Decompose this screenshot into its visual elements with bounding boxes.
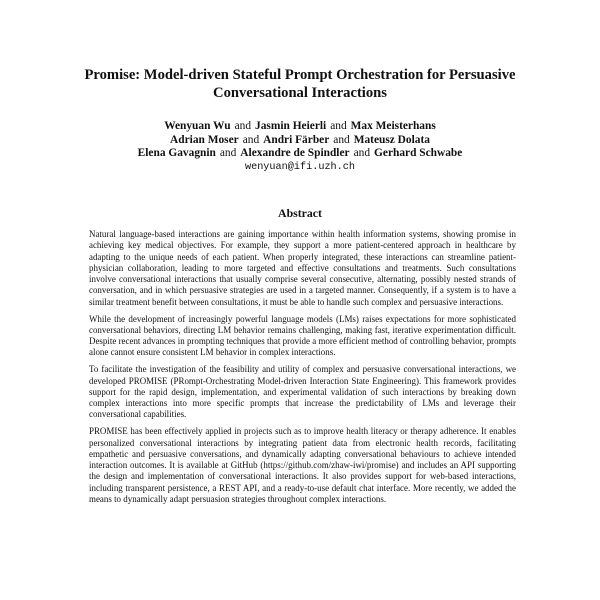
author-separator: and [353, 147, 371, 159]
author-line-1 [60, 120, 540, 134]
abstract-paragraph: Natural language-based interactions are gaining importance within health information systems, showing promise in achieving key medical objectives. For example, they support a more patient-centered approach in healthcare by adapting to the unique needs of each patient. When properly integrated, these interactions can streamline patient-physician collaboration, leading to more targeted and effective consultations and treatments. Such consultations involve conversational interactions that usually comprise several consecutive, alternating, possibly nested strands of conversation, and in which persuasive strategies are used in a targeted manner. Consequently, if a system is to have a similar treatment benefit between consultations, it must be able to handle such complex and persuasive interactions. [89, 229, 516, 307]
author-name: Gerhard Schwabe [374, 147, 463, 159]
author-line-3 [60, 147, 540, 161]
author-email: wenyuan@ifi.uzh.ch [244, 161, 356, 173]
author-separator: and [219, 147, 237, 159]
abstract-body [89, 229, 516, 511]
author-line-2 [60, 134, 540, 148]
abstract-paragraph: While the development of increasingly powerful language models (LMs) raises expectations for more sophisticated conversational behaviors, directing LM behavior remains challenging, making fast, iterative experimentation difficult. Despite recent advances in prompting techniques that provide a more efficient method of controlling behavior, prompts alone cannot ensure consistent LM behavior in complex interactions. [89, 313, 516, 358]
author-name: Wenyuan Wu [164, 120, 231, 132]
author-name: Elena Gavagnin [137, 147, 216, 159]
abstract-heading: Abstract [278, 206, 322, 220]
author-separator: and [242, 133, 260, 146]
author-name: Max Meisterhans [350, 120, 436, 132]
abstract-paragraph: PROMISE has been effectively applied in projects such as to improve health literacy or therapy adherence. It enables personalized conversational interactions by integrating patient data from electronic health records, facilitating empathetic and persuasive conversations, and dynamically adapting conversational behaviours to achieve intended interaction outcomes. It is available at GitHub (https://github.com/zhaw-iwi/promise) and includes an API supporting the design and implementation of conversational interactions. It also provides support for web-based interactions, including transparent persistence, a REST API, and a ready-to-use default chat interface. More recently, we added the means to dynamically adapt persuasion strategies throughout complex interactions. [89, 426, 516, 505]
author-name: Alexandre de Spindler [240, 147, 350, 159]
author-name: Jasmin Heierli [255, 120, 327, 132]
author-separator: and [234, 120, 252, 132]
author-name: Andri Färber [263, 133, 330, 146]
paper-title: Promise: Model-driven Stateful Prompt Orchestration for Persuasive Conversational Interactions [84, 67, 516, 101]
abstract-paragraph: To facilitate the investigation of the feasibility and utility of complex and persuasive conversational interactions, we developed PROMISE (PRompt-Orchestrating Model-driven Interaction State Engineering). This framework provides support for the rapid design, implementation, and experimental validation of such interactions by breaking down complex interactions into more specific prompts that increase the predictability of LMs and leverage their conversational capabilities. [89, 364, 516, 420]
author-name: Mateusz Dolata [353, 133, 430, 146]
author-separator: and [330, 120, 347, 132]
author-separator: and [333, 133, 350, 146]
author-block [60, 120, 540, 174]
author-name: Adrian Moser [170, 133, 239, 146]
